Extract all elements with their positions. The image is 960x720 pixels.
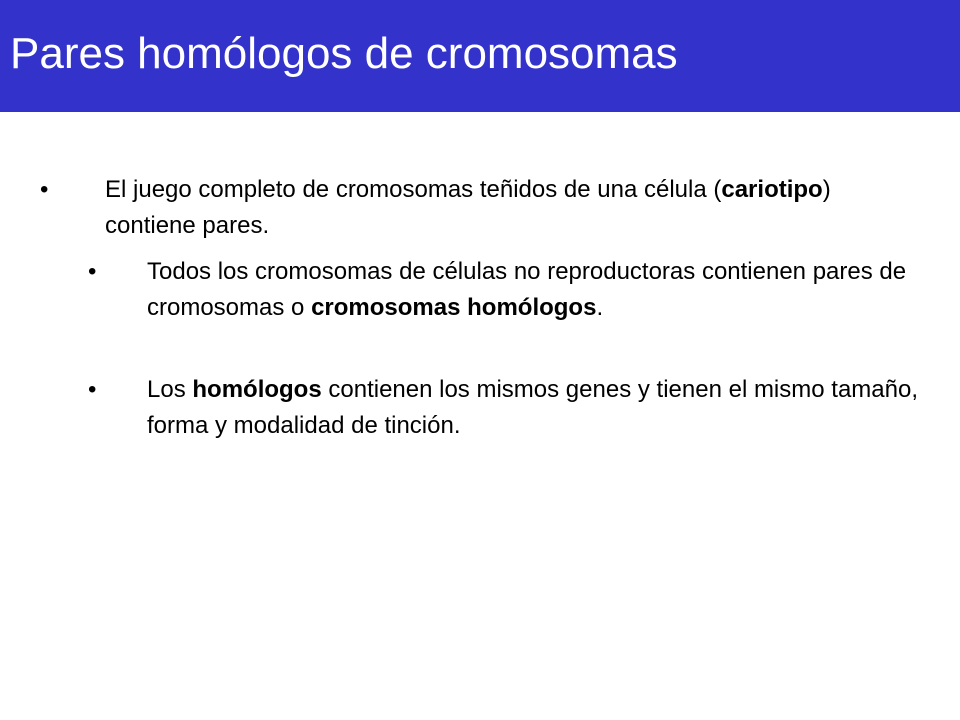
- bold-term-cariotipo: cariotipo: [721, 176, 823, 203]
- bullet-marker: •: [40, 176, 49, 203]
- text-segment: .: [596, 294, 604, 321]
- bold-term-cromosomas-homologos: cromosomas homólogos: [311, 294, 597, 321]
- bullet-text: [105, 172, 925, 244]
- text-segment: Todos los cromosomas de células no reproductoras contienen pares de cromosomas o: [147, 258, 907, 321]
- bold-term-homologos: homólogos: [192, 376, 322, 403]
- bullet-marker: •: [88, 376, 97, 403]
- slide-title: Pares homólogos de cromosomas: [10, 29, 678, 78]
- bullet-text: [147, 254, 927, 326]
- bullet-marker: •: [88, 258, 97, 285]
- text-segment: Los: [147, 376, 193, 403]
- bullet-text: [147, 372, 927, 444]
- text-segment: El juego completo de cromosomas teñidos de una célula (: [105, 176, 722, 203]
- text-segment: contienen los mismos genes y tienen el mismo tamaño, forma y modalidad de tinción.: [147, 376, 918, 439]
- text-segment: ) contiene pares.: [105, 176, 831, 239]
